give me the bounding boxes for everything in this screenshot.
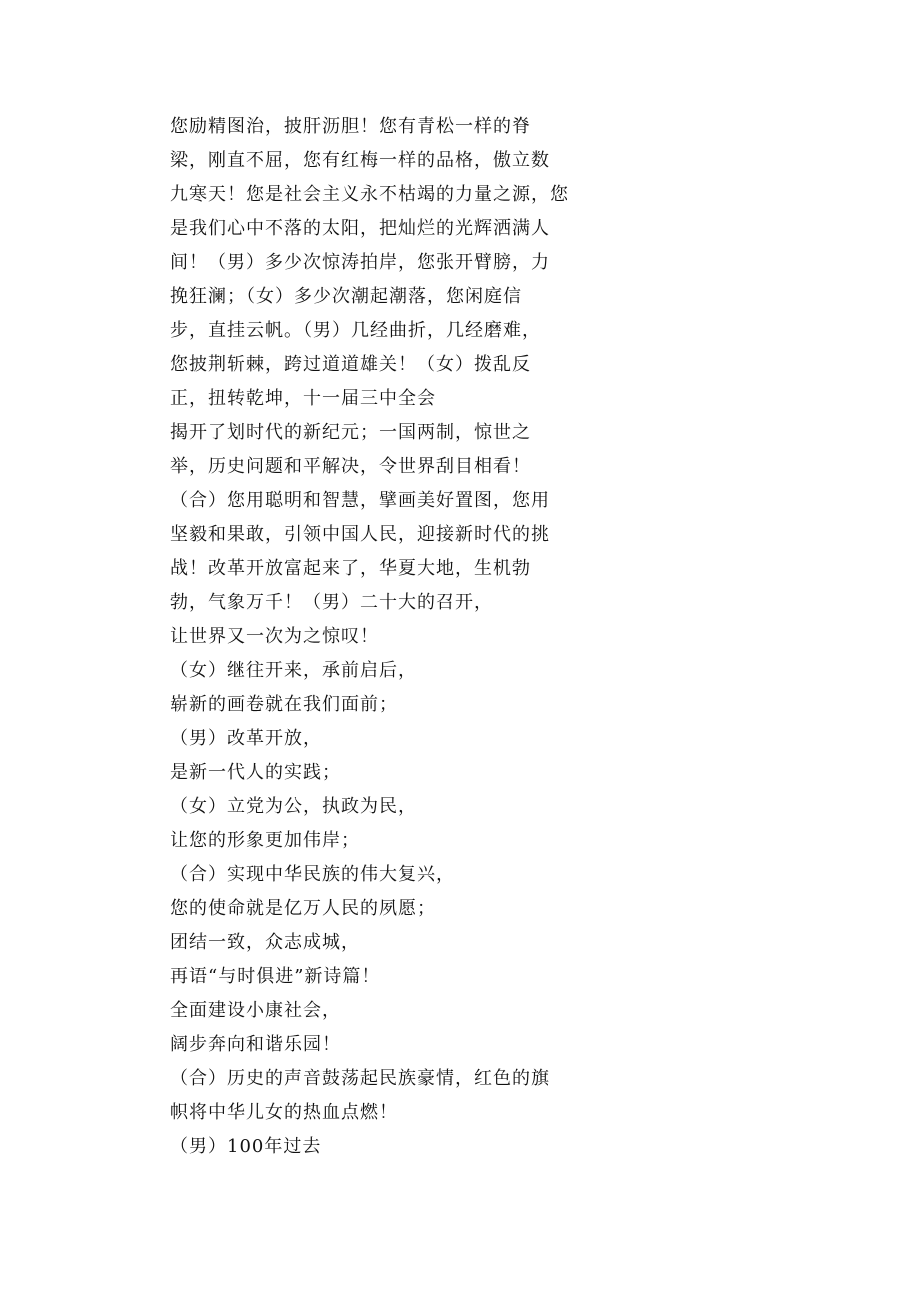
text-line: 让世界又一次为之惊叹！ (170, 626, 379, 647)
text-line: （合）您用聪明和智慧，擘画美好置图，您用 (170, 490, 550, 511)
text-line: 步，直挂云帆。（男）几经曲折，几经磨难， (170, 320, 541, 341)
text-line: 崭新的画卷就在我们面前； (170, 694, 398, 715)
text-line: （女）继往开来，承前启后， (170, 660, 417, 681)
text-line: 再语“与时俱进”新诗篇！ (170, 966, 381, 987)
text-line: 让您的形象更加伟岸； (170, 830, 360, 851)
text-line: （女）立党为公，执政为民， (170, 796, 417, 817)
text-line: 梁，刚直不屈，您有红梅一样的品格，傲立数 (170, 150, 550, 171)
text-line: 举，历史问题和平解决，令世界刮目相看！ (170, 456, 531, 477)
text-line: 是我们心中不落的太阳，把灿烂的光辉洒满人 (170, 218, 550, 239)
text-line: 九寒天！您是社会主义永不枯竭的力量之源，您 (170, 184, 569, 205)
text-line: 坚毅和果敢，引领中国人民，迎接新时代的挑 (170, 524, 550, 545)
text-line: 帜将中华儿女的热血点燃！ (170, 1102, 398, 1123)
text-line: 勃，气象万千！（男）二十大的召开， (170, 592, 493, 613)
text-line: 全面建设小康社会， (170, 1000, 341, 1021)
text-line: （男）改革开放， (170, 728, 322, 749)
text-line: 团结一致，众志成城， (170, 932, 360, 953)
text-line: 是新一代人的实践； (170, 762, 341, 783)
text-line: 您披荆斩棘，跨过道道雄关！（女）拨乱反 (170, 354, 531, 375)
text-line: 阔步奔向和谐乐园！ (170, 1034, 341, 1055)
text-line: 揭开了划时代的新纪元；一国两制，惊世之 (170, 422, 531, 443)
text-line: （合）实现中华民族的伟大复兴， (170, 864, 455, 885)
text-line: 挽狂澜；（女）多少次潮起潮落，您闲庭信 (170, 286, 522, 307)
text-line: 您励精图治，披肝沥胆！您有青松一样的脊 (170, 116, 531, 137)
poem-text-block (170, 110, 590, 1164)
text-line: （男）100年过去 (170, 1136, 322, 1157)
text-line: 您的使命就是亿万人民的夙愿； (170, 898, 436, 919)
text-line: （合）历史的声音鼓荡起民族豪情，红色的旗 (170, 1068, 550, 1089)
text-line: 间！（男）多少次惊涛拍岸，您张开臂膀，力 (170, 252, 550, 273)
text-line: 战！改革开放富起来了，华夏大地，生机勃 (170, 558, 531, 579)
text-line: 正，扭转乾坤，十一届三中全会 (170, 388, 436, 409)
